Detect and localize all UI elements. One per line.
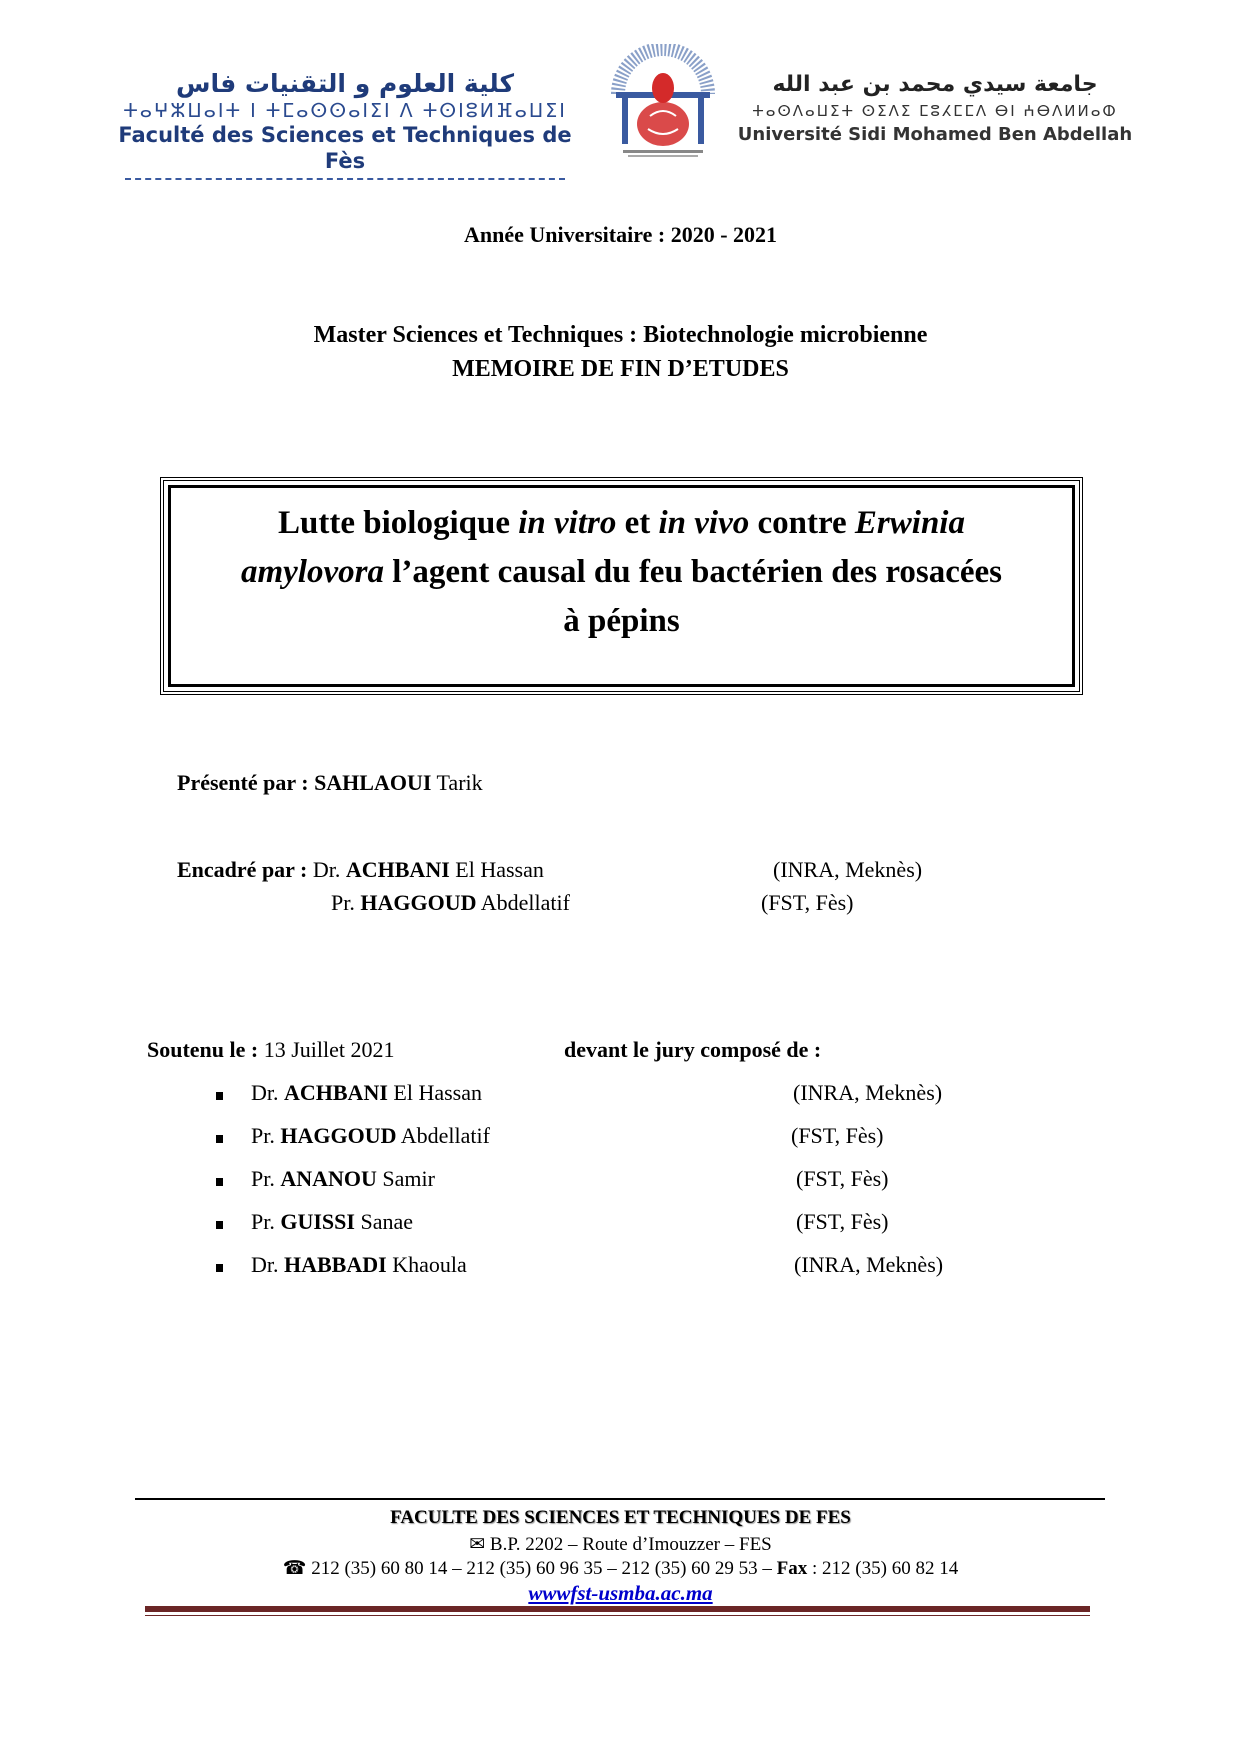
jury-member [216,1252,223,1278]
letter-icon: ✉ [469,1534,486,1555]
author-surname: SAHLAOUI [314,770,432,795]
jury-member [216,1166,223,1192]
fst-name-tifinagh: ⵜⴰⵖⵣⵡⴰⵏⵜ ⵏ ⵜⵎⴰⵙⵙⴰⵏⵉⵏ ⴷ ⵜⵙⵏⵓⵍⴼⴰⵡⵉⵏ [123,100,567,122]
footer-institution: FACULTE DES SCIENCES ET TECHNIQUES DE FES [390,1507,851,1528]
jury-affiliation: (FST, Fès) [796,1209,889,1234]
jury-member-name [251,1123,490,1149]
jury-label: devant le jury composé de : [564,1037,822,1062]
thesis-title [164,481,1079,646]
bullet-icon [216,1135,223,1143]
supervisor-affiliation: (FST, Fès) [761,890,854,915]
jury-surname: ACHBANI [284,1080,388,1105]
usmba-name-latin: Université Sidi Mohamed Ben Abdellah [737,124,1133,145]
usmba-name-tifinagh: ⵜⴰⵙⴷⴰⵡⵉⵜ ⵙⵉⴷⵉ ⵎⵓⵃⵎⵎⴷ ⴱⵏ ⵄⴱⴷⵍⵍⴰⵀ [752,102,1118,120]
jury-member-name [251,1252,467,1278]
jury-firstname: Abdellatif [396,1123,490,1148]
address-text: B.P. 2202 – Route d’Imouzzer – FES [485,1534,772,1555]
bullet-icon [216,1264,223,1272]
jury-surname: HABBADI [284,1252,387,1277]
jury-member [216,1123,223,1149]
jury-surname: HAGGOUD [280,1123,397,1148]
title-italic: Erwinia [854,505,965,541]
footer-bar-thin [145,1615,1090,1616]
jury-title: Pr. [251,1209,281,1234]
bullet-icon [216,1221,223,1229]
supervised-by [177,857,544,883]
jury-member-name [251,1080,482,1106]
jury-firstname: Samir [376,1166,435,1191]
supervisor-affiliation: (INRA, Meknès) [773,857,923,882]
telephone-icon: ☎ [282,1558,307,1579]
usmba-logo [735,70,1135,148]
website-link[interactable]: wwwfst-usmba.ac.ma [528,1581,713,1605]
phone-numbers: 212 (35) 60 80 14 – 212 (35) 60 96 35 – 212 (35) 60 29 53 – [306,1558,777,1579]
supervisor-title: Dr. [312,857,346,882]
jury-title: Pr. [251,1123,281,1148]
supervisor-firstname: Abdellatif [476,890,570,915]
jury-title: Dr. [251,1080,284,1105]
logo-divider [125,178,565,180]
jury-title: Dr. [251,1252,284,1277]
presented-by [177,770,483,796]
supervisor-surname: HAGGOUD [360,890,477,915]
footer-bar [145,1606,1090,1612]
jury-affiliation: (INRA, Meknès) [793,1080,943,1105]
title-text: à pépins [563,603,680,639]
fax-number: : 212 (35) 60 82 14 [807,1558,959,1579]
supervisor-surname: ACHBANI [345,857,450,882]
fst-name-latin: Faculté des Sciences et Techniques de Fès [118,123,572,173]
document-type: MEMOIRE DE FIN D’ETUDES [452,356,789,382]
jury-member-name [251,1166,435,1192]
footer-website [0,1581,1241,1606]
jury-firstname: Khaoula [386,1252,467,1277]
supervisor-firstname: El Hassan [449,857,544,882]
author-firstname: Tarik [431,770,483,795]
defense-label: Soutenu le : [147,1037,264,1062]
jury-title: Pr. [251,1166,281,1191]
jury-affiliation: (INRA, Meknès) [794,1252,944,1277]
jury-firstname: Sanae [354,1209,413,1234]
title-text: et [616,505,659,541]
jury-surname: GUISSI [280,1209,355,1234]
supervisor-title: Pr. [331,890,361,915]
fst-name-arabic: كلية العلوم و التقنيات فاس [175,69,515,98]
jury-member [216,1209,223,1235]
presented-by-label: Présenté par : [177,770,315,795]
jury-surname: ANANOU [280,1166,377,1191]
usmba-emblem-icon [608,44,718,162]
defense-date: 13 Juillet 2021 [263,1037,395,1062]
supervisor-2 [331,890,570,916]
jury-firstname: El Hassan [387,1080,482,1105]
bullet-icon [216,1092,223,1100]
title-text: contre [749,505,855,541]
supervisors-label: Encadré par : [177,857,313,882]
academic-year: Année Universitaire : 2020 - 2021 [463,222,778,247]
jury-affiliation: (FST, Fès) [791,1123,884,1148]
title-text: l’agent causal du feu bactérien des rosacées [383,554,1003,590]
title-italic: amylovora [240,554,384,590]
jury-member-name [251,1209,413,1235]
title-box [160,477,1083,695]
title-text: Lutte biologique [278,505,519,541]
footer-divider [135,1498,1105,1500]
fst-logo [110,68,580,180]
program-heading [0,318,1241,386]
jury-member [216,1080,223,1106]
program-name: Master Sciences et Techniques : Biotechnologie microbienne [313,322,928,348]
footer-address [0,1533,1241,1556]
jury-affiliation: (FST, Fès) [796,1166,889,1191]
bullet-icon [216,1178,223,1186]
footer-phones [0,1557,1241,1580]
title-italic: in vitro [518,505,617,541]
defense-date-line [147,1037,395,1063]
title-italic: in vivo [658,505,750,541]
fax-label: Fax [776,1558,808,1579]
usmba-name-arabic: جامعة سيدي محمد بن عبد الله [772,72,1098,97]
